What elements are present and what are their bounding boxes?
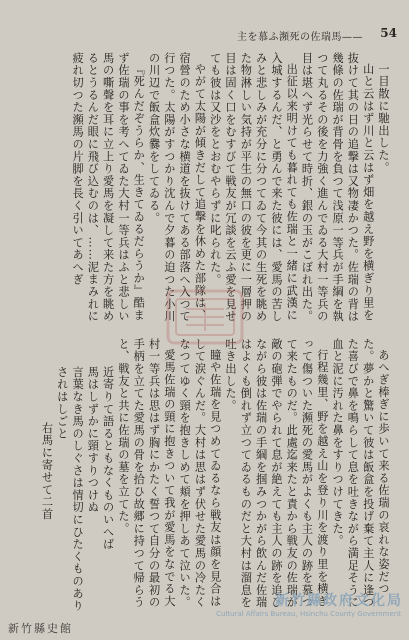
text-section-top <box>46 52 391 324</box>
page-number: 54 <box>380 26 397 40</box>
paragraph: やがて太陽が傾きだして追撃を休めた部隊は、宿營のため小さな横道を抜けてある部落へ入つて行つた。太陽がすつかり沈んで夕暮の迫つた小川の川辺で飯盒炊爨をしてゐる。 <box>147 52 207 323</box>
watermark-text: 新竹縣政府文化局 <box>275 593 403 609</box>
paragraph: 『死んだぞうらか、生きてゐるだらうか』酷まず佐瑞の事を考へてゐた大村一等兵はふと悲しい馬の嘶聲を耳に立上り愛馬を凝して来た方を眺めるとうるんだ眼に飛び込むのは、……泥まみれに疲れ切つた瀕馬の片脚を長く引いてあへぎ <box>71 52 146 323</box>
paragraph: あへぎ棒ぎに歩いて来る佐瑞の哀れな姿だつた。夢かと驚いて彼は飯盒を投げ棄て主人に逢つた喜びで鼻を鳴らして息を吐きながら満足そうに血と泥に汚れた鼻をすりつけてきた。 <box>331 338 390 609</box>
paragraph: 愛馬佐瑞の頸に抱きついて我が愛馬をなでる大村一等兵は思はず胸にかたく誓つて自分の最初の手柄を立てた愛馬の骨を拾ひ故郷に持つて帰らうと、戦友と共に佐瑞の墓を立てた。 <box>116 338 176 609</box>
poem-line: 言葉なき馬のしぐさは情切にひたくものあり <box>71 366 85 612</box>
paragraph: 行程幾里、野を越え山を登り川を渡り里を横ぎって傷ついた瀕死の愛馬がよくも主人の跡を慕つて来たものだ。此處迄来たと責から戦友の佐瑞が敵の砲弾でやられて息が絶えても主人の跡を追ひながら彼は佐瑞の手綱を掴みつかがら飲んだ佐瑞はよくも倒れず立つてゐるものだと大村は溜息を吐き出した。 <box>224 338 329 609</box>
poem-block <box>54 338 115 610</box>
paragraph: 出征以来明けても暮れても佐瑞と一緒に武漢に入城するんだ、と勇んで来た彼には、愛馬の苦しみと悲しみが充分に分つてゐて今其の生死を眺めた物淋しい気持が平生の無口の彼を更に一層押の目は固く口をむすびて戦友が冗談を云ふ愛を見せても彼は又沙をとおむやらずに叱られた。 <box>208 52 299 323</box>
paragraph: 瞳や佐瑞を見つめてゐるなら戦友は顔を見合はして涙ぐんだ。大村は思はず伏せた愛馬の冷たくなつてゆく頸を抱きしめて頬を押しあて泣いた。 <box>178 338 222 609</box>
paragraph: 山と云はず川と云はず畑を越え野を横ぎり里を抜けて其の日の追撃は又物凄かつた。佐瑞の背は幾條の佐瑞が背骨を負つて浅原一等兵が手綱を執つて丸るその後を力強く進んでゐる大村一等兵の目は堪へず光らせて時折、銀の玉がこぼれ出た。 <box>300 52 375 323</box>
text-section-bottom <box>40 338 391 612</box>
poem-signature: 右馬に寄せて二首 <box>40 422 54 521</box>
running-title: 主を慕ふ瀕死の佐瑞馬—— <box>237 32 363 43</box>
paragraph: 一目散に馳出した。 <box>377 63 390 174</box>
library-stamp: 新竹縣史館 <box>8 622 73 635</box>
watermark-subtext: Cultural Affairs Bureau, Hsinchu County Government <box>216 610 401 618</box>
poem-line: 馬はしずかに頸すりつけぬ <box>86 366 100 514</box>
poem-line: 近寄りて語るともなくものいへば <box>101 366 115 551</box>
poem-line: されはしごと <box>55 366 69 440</box>
seal-watermark-icon <box>166 289 244 345</box>
page-header <box>0 0 409 50</box>
